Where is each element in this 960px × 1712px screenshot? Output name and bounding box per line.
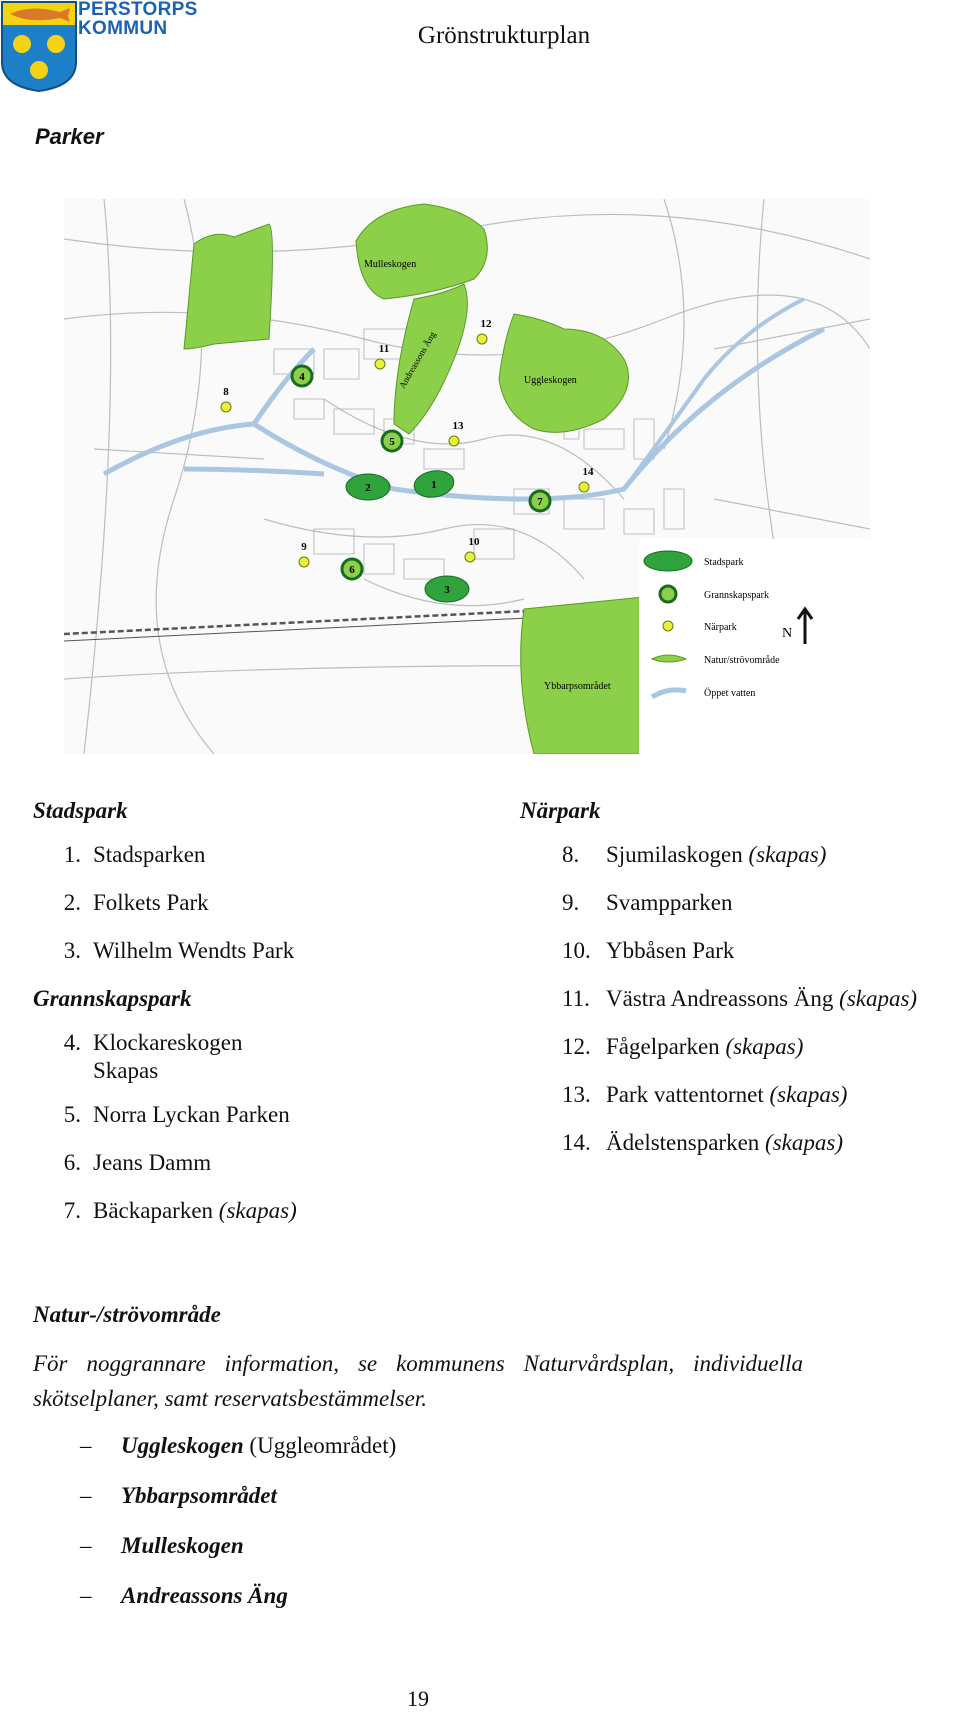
list-item xyxy=(520,889,960,917)
list-item xyxy=(520,841,960,869)
item-number: 1. xyxy=(63,842,81,867)
narpark-marker-9 xyxy=(299,557,309,567)
list-item xyxy=(33,1029,503,1085)
item-number: 12. xyxy=(562,1034,591,1059)
category-stadspark: Stadspark xyxy=(33,798,128,823)
logo-line-2: KOMMUN xyxy=(78,18,168,39)
marker-label-7: 7 xyxy=(537,496,543,508)
item-number: 9. xyxy=(562,890,580,915)
dash-bullet: – xyxy=(80,1433,92,1458)
list-item xyxy=(520,1033,960,1061)
natur-paragraph: För noggrannare information, se kommunens Naturvårdsplan, individuella skötselplaner, samt reservatsbestämmelser. xyxy=(33,1351,803,1411)
item-label: Ybbarpsområdet xyxy=(121,1483,277,1508)
map-label-ybbarp: Ybbarpsområdet xyxy=(544,681,611,692)
list-item xyxy=(33,1101,503,1129)
park-map xyxy=(64,199,870,754)
page-number: 19 xyxy=(407,1686,429,1711)
legend-narpark: Närpark xyxy=(704,622,737,633)
item-label: Ybbåsen Park xyxy=(606,938,735,963)
marker-label-10: 10 xyxy=(468,536,480,548)
item-label: Folkets Park xyxy=(93,890,209,915)
item-note: (skapas) xyxy=(218,1198,297,1223)
narpark-marker-12 xyxy=(477,334,487,344)
logo-line-1: PERSTORPS xyxy=(78,0,198,20)
item-number: 7. xyxy=(63,1198,81,1223)
marker-label-3: 3 xyxy=(444,584,450,596)
map-label-mulleskogen: Mulleskogen xyxy=(364,259,417,270)
list-item xyxy=(33,937,503,965)
document-title: Grönstrukturplan xyxy=(417,22,591,49)
item-number: 8. xyxy=(562,842,580,867)
marker-label-14: 14 xyxy=(582,466,594,478)
narpark-marker-10 xyxy=(465,552,475,562)
item-label: Sjumilaskogen xyxy=(606,842,743,867)
item-number: 10. xyxy=(562,938,591,963)
list-item xyxy=(520,985,960,1013)
natur-heading: Natur-/strövområde xyxy=(33,1302,221,1327)
marker-label-1: 1 xyxy=(431,479,437,491)
item-label: Uggleskogen xyxy=(121,1433,244,1458)
left-park-list xyxy=(33,797,503,1245)
item-note: (skapas) xyxy=(765,1130,843,1155)
item-label: Västra Andreassons Äng xyxy=(606,986,834,1011)
item-label: Jeans Damm xyxy=(93,1150,212,1175)
item-note: (skapas) xyxy=(839,986,918,1011)
legend-natur: Natur/strövområde xyxy=(704,655,780,666)
list-item xyxy=(80,1532,396,1582)
map-label-uggleskogen: Uggleskogen xyxy=(524,375,577,386)
narpark-marker-11 xyxy=(375,359,385,369)
list-item xyxy=(33,841,503,869)
legend-stadspark-symbol xyxy=(644,551,692,571)
item-note: (skapas) xyxy=(725,1034,804,1059)
item-label: Ädelstensparken xyxy=(606,1130,760,1155)
item-label: Bäckaparken xyxy=(93,1198,214,1223)
item-note: (skapas) xyxy=(769,1082,848,1107)
narpark-marker-13 xyxy=(449,436,459,446)
map-label-andreassons: Andreassons Äng xyxy=(397,329,438,390)
category-narpark: Närpark xyxy=(520,798,601,823)
marker-label-6: 6 xyxy=(349,564,355,576)
legend-vatten: Öppet vatten xyxy=(704,688,756,699)
category-grannskapspark: Grannskapspark xyxy=(33,986,192,1011)
natur-area-west xyxy=(184,224,273,349)
list-item xyxy=(520,1081,960,1109)
item-label: Norra Lyckan Parken xyxy=(93,1102,290,1127)
item-label: Klockareskogen xyxy=(93,1030,243,1055)
item-label: Wilhelm Wendts Park xyxy=(93,938,295,963)
list-item xyxy=(80,1582,396,1632)
list-item xyxy=(80,1482,396,1532)
legend-grannskapspark-symbol xyxy=(660,586,676,602)
item-number: 13. xyxy=(562,1082,591,1107)
item-number: 4. xyxy=(63,1030,81,1055)
list-item xyxy=(33,1197,503,1225)
item-number: 3. xyxy=(63,938,81,963)
item-label: Park vattentornet xyxy=(606,1082,764,1107)
list-item xyxy=(33,889,503,917)
section-title: Parker xyxy=(35,124,104,149)
item-number: 6. xyxy=(63,1150,81,1175)
narpark-marker-14 xyxy=(579,482,589,492)
item-label-second-line: Skapas xyxy=(93,1058,159,1083)
item-label: Stadsparken xyxy=(93,842,206,867)
item-extra: (Uggleområdet) xyxy=(249,1433,397,1458)
marker-label-13: 13 xyxy=(452,420,464,432)
list-item xyxy=(520,937,960,965)
legend-narpark-symbol xyxy=(663,621,673,631)
item-number: 2. xyxy=(63,890,81,915)
marker-label-9: 9 xyxy=(301,541,307,553)
right-park-list xyxy=(520,797,960,1177)
item-number: 5. xyxy=(63,1102,81,1127)
marker-label-4: 4 xyxy=(299,371,305,383)
list-item xyxy=(80,1432,396,1482)
dash-bullet: – xyxy=(80,1483,92,1508)
marker-label-12: 12 xyxy=(480,318,492,330)
item-label: Fågelparken xyxy=(606,1034,720,1059)
item-label: Andreassons Äng xyxy=(121,1583,288,1608)
north-label: N xyxy=(782,626,793,641)
item-note: (skapas) xyxy=(748,842,827,867)
narpark-marker-8 xyxy=(221,402,231,412)
legend-stadspark: Stadspark xyxy=(704,557,744,568)
marker-label-11: 11 xyxy=(378,343,390,355)
natur-list xyxy=(80,1432,396,1632)
list-item xyxy=(33,1149,503,1177)
map-legend xyxy=(639,539,870,754)
item-number: 11. xyxy=(562,986,590,1011)
dash-bullet: – xyxy=(80,1533,92,1558)
dash-bullet: – xyxy=(80,1583,92,1608)
list-item xyxy=(520,1129,960,1157)
item-label: Svampparken xyxy=(606,890,733,915)
legend-grannskapspark: Grannskapspark xyxy=(704,590,769,601)
item-label: Mulleskogen xyxy=(121,1533,244,1558)
item-number: 14. xyxy=(562,1130,591,1155)
marker-label-2: 2 xyxy=(365,482,371,494)
marker-label-5: 5 xyxy=(389,436,395,448)
marker-label-8: 8 xyxy=(223,386,229,398)
